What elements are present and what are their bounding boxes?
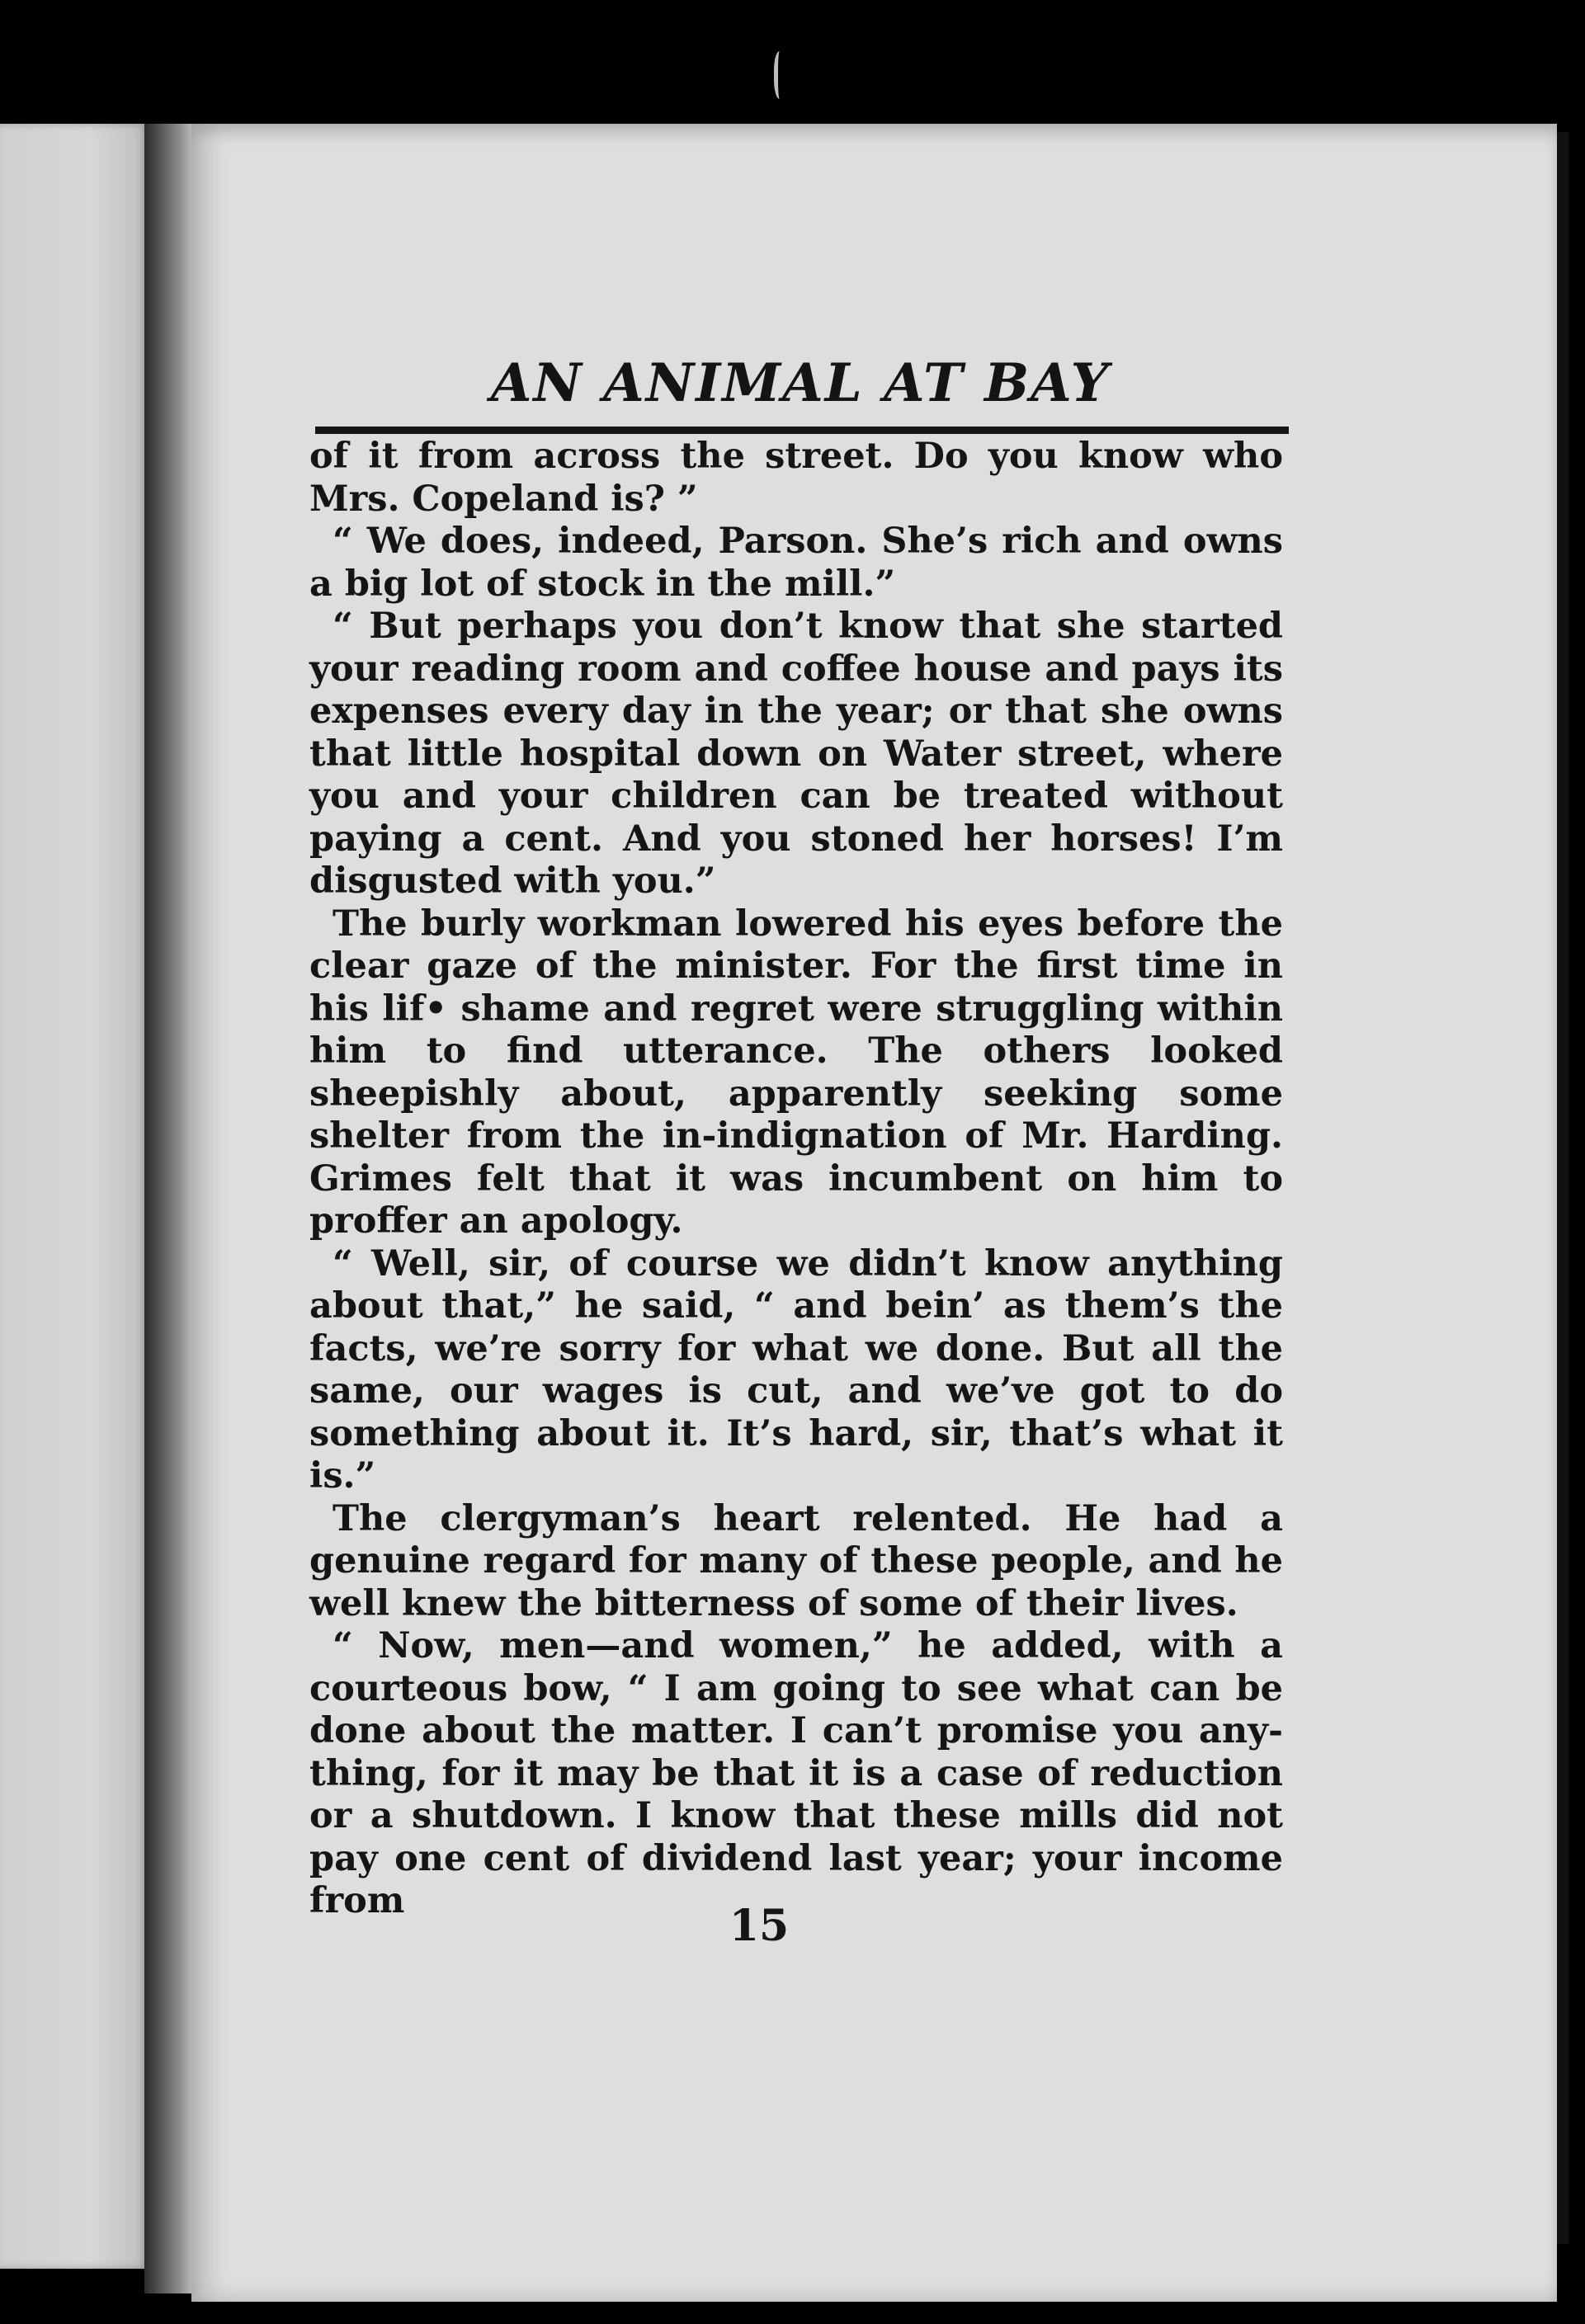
- page-number: 15: [729, 1901, 790, 1951]
- paragraph: The clergyman’s heart relented. He had a genuine regard for many of these people, and he well knew the bitterness of some of their lives.: [309, 1497, 1283, 1624]
- paragraph: “ Well, sir, of course we didn’t know anything about that,” he said, “ and bein’ as them’s the facts, we’re sorry for what we done. But all the same, our wages is cut, and we’ve got to do something about it. It’s hard, sir, that’s what it is.”: [309, 1242, 1283, 1497]
- scan-artifact: [774, 51, 788, 99]
- book-gutter: [144, 124, 194, 2293]
- paragraph: “ But perhaps you don’t know that she started your reading room and coffee house and pays its expenses every day in the year; or that she owns that little hospital down on Water street, where you and your children can be treated without paying a cent. And you stoned her horses! I’m disgusted with you.”: [309, 606, 1283, 902]
- body-text: [309, 436, 1283, 1923]
- page-edge: [1557, 132, 1568, 2244]
- running-head: AN ANIMAL AT BAY: [490, 352, 1111, 414]
- paragraph: “ Now, men—and women,” he added, with a courteous bow, “ I am going to see what can be done about the matter. I can’t promise you any-thing, for it may be that it is a case of reduction or a shutdown. I know that these mills did not pay one cent of dividend last year; your income from: [309, 1625, 1283, 1921]
- paragraph: The burly workman lowered his eyes before the clear gaze of the minister. For the first time in his lif• shame and regret were struggling within him to find utterance. The others looked sheepishly about, apparently seeking some shelter from the in-indignation of Mr. Harding. Grimes felt that it was incumbent on him to proffer an apology.: [309, 903, 1283, 1242]
- paragraph: “ We does, indeed, Parson. She’s rich and owns a big lot of stock in the mill.”: [309, 521, 1283, 605]
- paragraph: of it from across the street. Do you know who Mrs. Copeland is? ”: [309, 436, 1283, 520]
- header-rule: [315, 427, 1289, 434]
- facing-page: [0, 124, 149, 2269]
